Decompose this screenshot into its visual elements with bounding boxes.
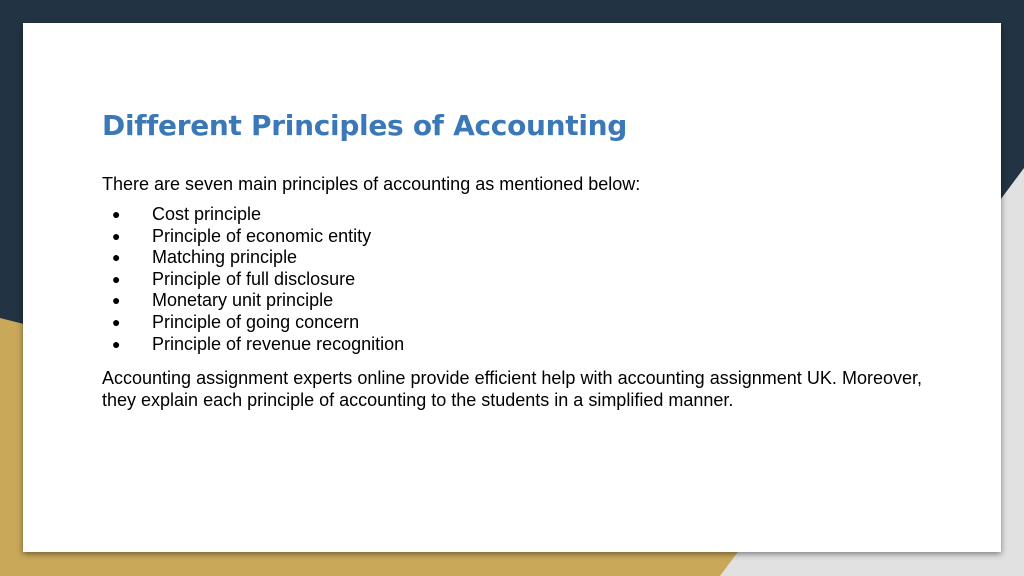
bullet-icon: ● <box>112 206 121 222</box>
intro-text: There are seven main principles of accounting as mentioned below: <box>102 174 641 194</box>
slide-card <box>23 23 1001 552</box>
bullet-icon: ● <box>112 227 121 244</box>
slide-title: Different Principles of Accounting <box>102 109 628 142</box>
principle-label: Principle of going concern <box>152 311 360 332</box>
bullet-icon: ● <box>112 313 121 330</box>
principle-label: Cost principle <box>152 204 262 224</box>
bullet-icon: ● <box>112 270 121 287</box>
bullet-icon: ● <box>112 335 121 352</box>
principle-label: Principle of full disclosure <box>152 268 356 289</box>
principle-label: Principle of economic entity <box>152 225 372 246</box>
principle-label: Monetary unit principle <box>152 290 334 311</box>
principle-label: Matching principle <box>152 247 298 268</box>
body-paragraph: Accounting assignment experts online provide efficient help with accounting assignment UK. Moreover, they explain each principle of accounting to the students in a simplified manner. <box>102 368 922 410</box>
bullet-icon: ● <box>112 249 121 266</box>
principle-label: Principle of revenue recognition <box>152 333 405 354</box>
bullet-icon: ● <box>112 292 121 309</box>
